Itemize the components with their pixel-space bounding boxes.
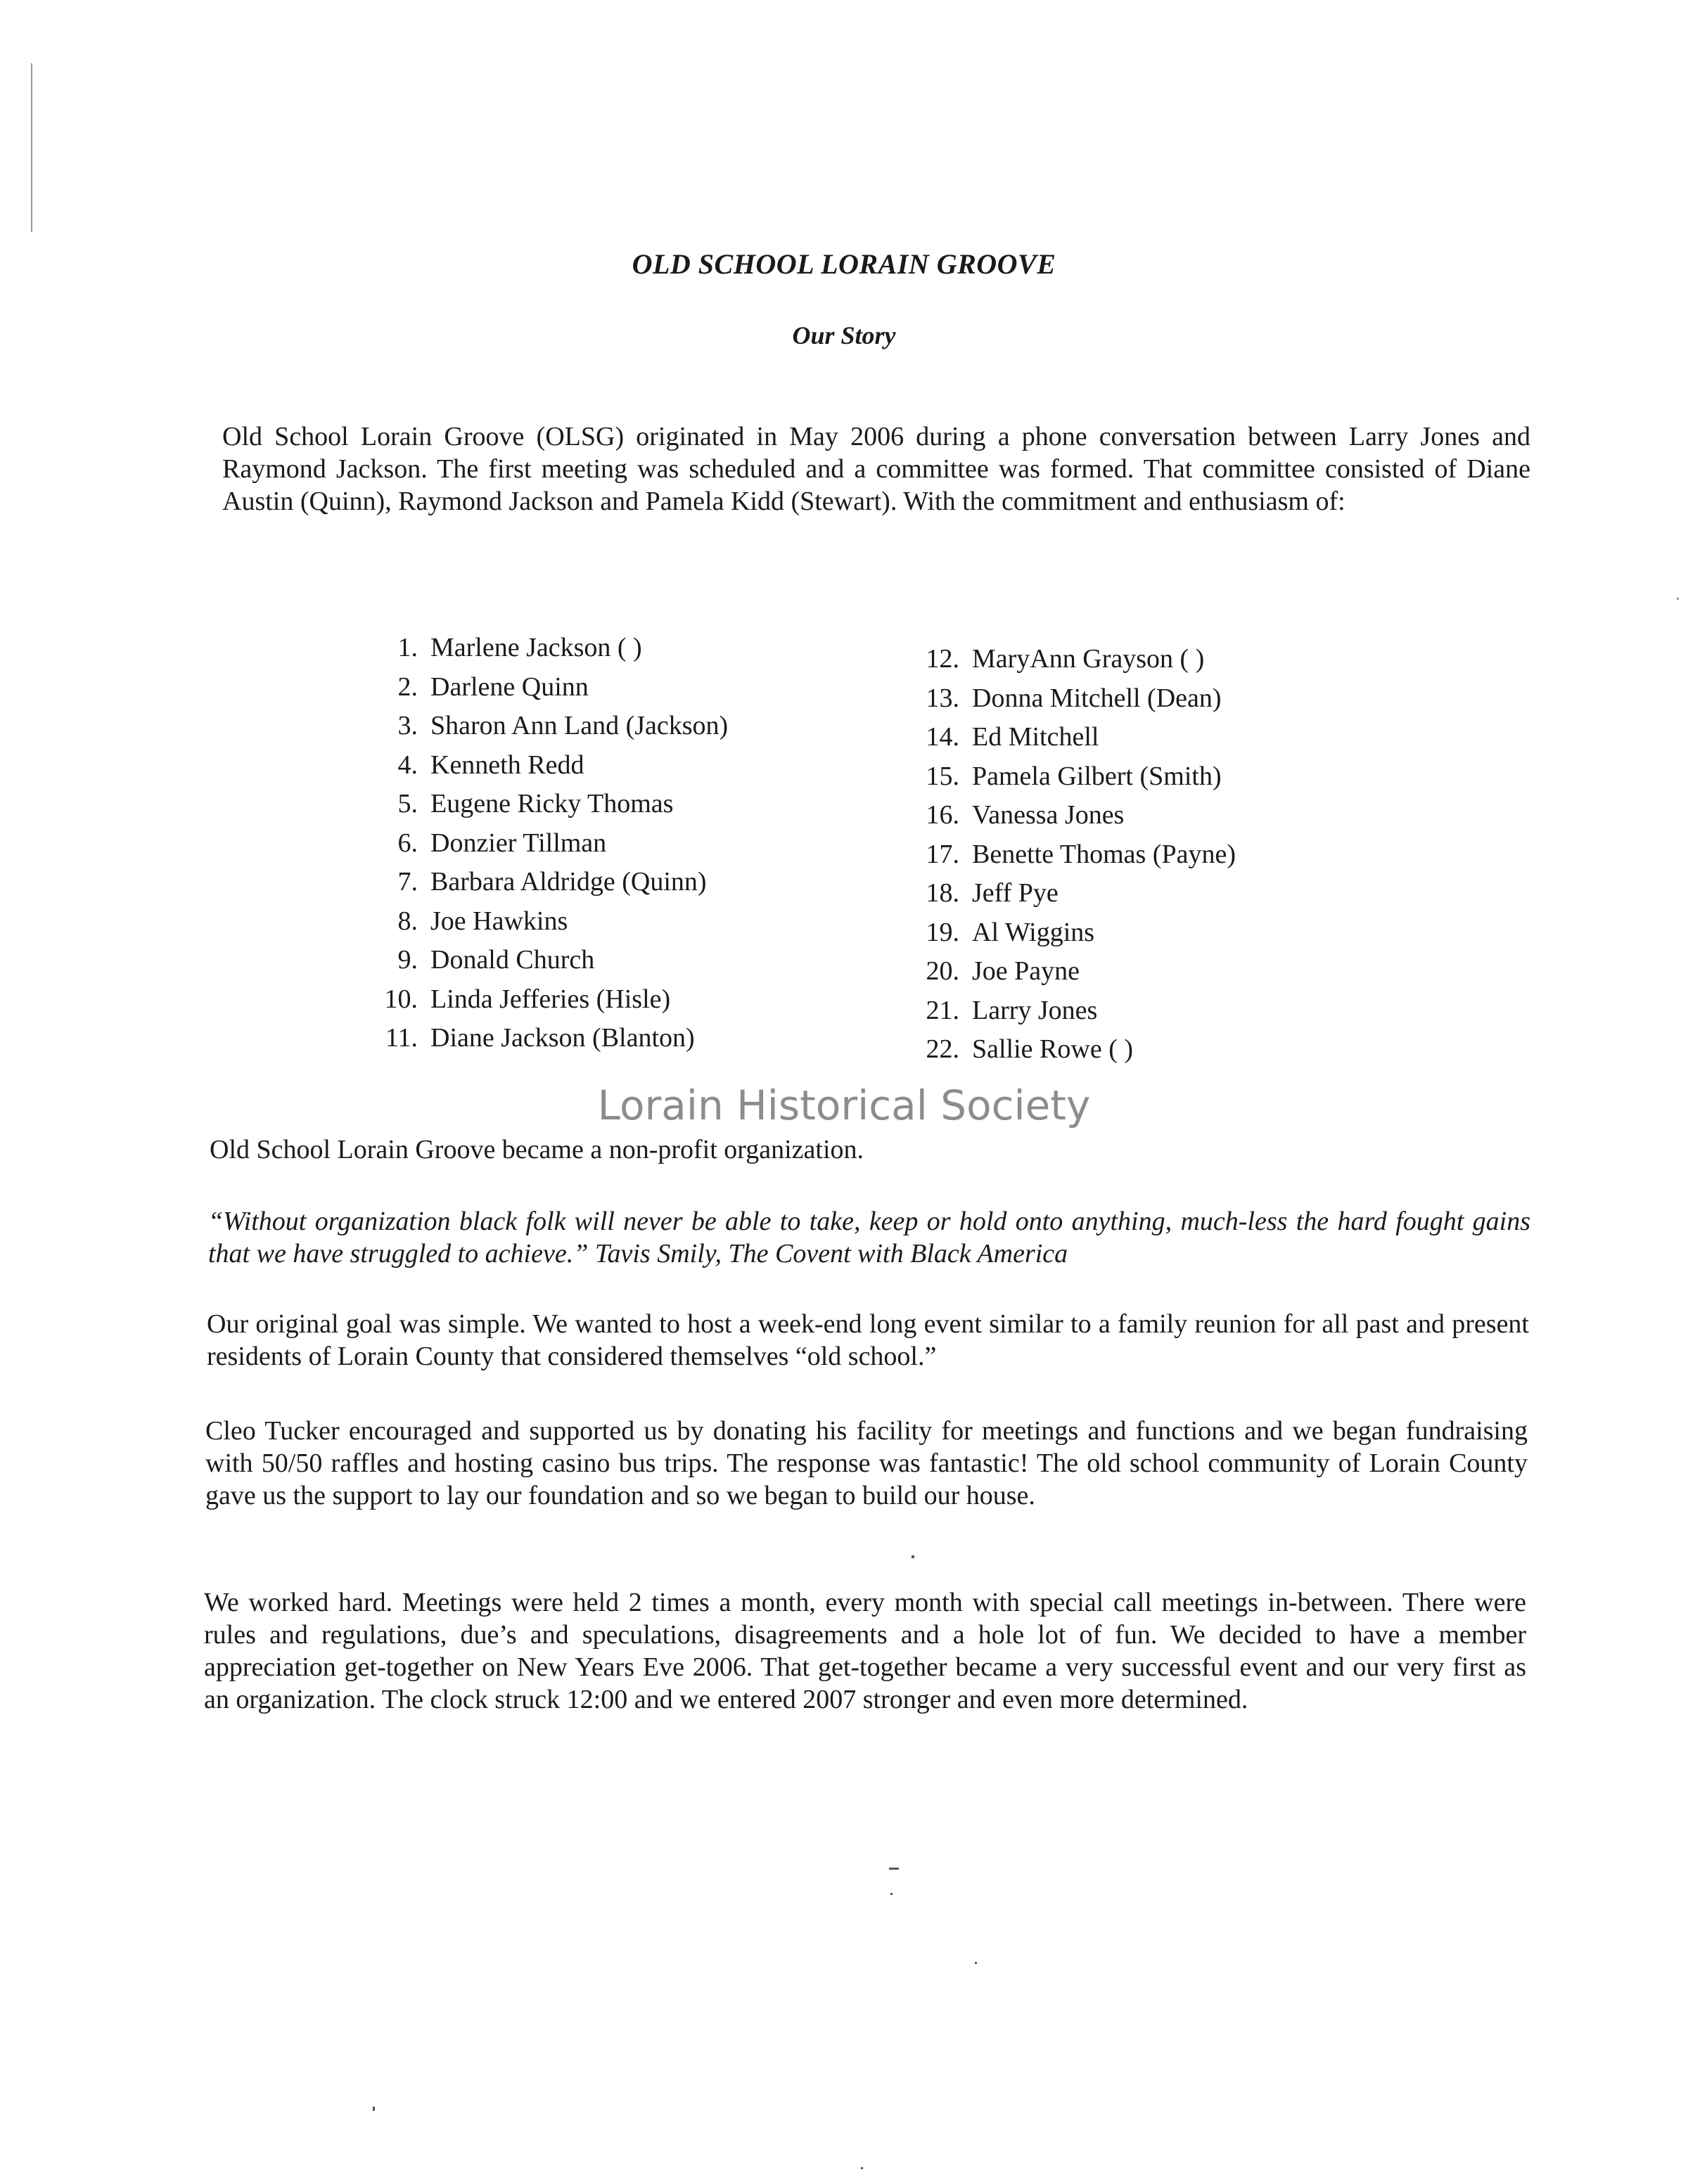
list-item-number: 8. bbox=[397, 906, 418, 936]
scan-speck bbox=[975, 1962, 977, 1964]
list-item-name: Donald Church bbox=[430, 945, 595, 975]
list-item bbox=[378, 668, 728, 707]
scan-speck bbox=[861, 2167, 863, 2169]
list-item-number: 19. bbox=[926, 917, 959, 947]
list-item-number: 4. bbox=[397, 750, 418, 780]
list-item-name: Marlene Jackson ( ) bbox=[430, 633, 642, 662]
list-item-number: 12. bbox=[926, 644, 959, 674]
list-item-name: Larry Jones bbox=[972, 995, 1098, 1025]
list-item-number: 7. bbox=[397, 867, 418, 897]
list-item-name: Diane Jackson (Blanton) bbox=[430, 1023, 695, 1053]
list-item-name: Eugene Ricky Thomas bbox=[430, 789, 674, 818]
member-list-right bbox=[920, 640, 1236, 1069]
list-item-name: Darlene Quinn bbox=[430, 672, 589, 702]
list-item bbox=[920, 874, 1236, 913]
scan-speck bbox=[912, 1555, 914, 1558]
scan-speck bbox=[889, 1868, 899, 1870]
list-item-number: 11. bbox=[385, 1023, 418, 1053]
list-item bbox=[378, 707, 728, 746]
document-subtitle: Our Story bbox=[792, 321, 896, 349]
scan-mark-left-edge bbox=[31, 63, 32, 232]
list-item bbox=[920, 796, 1236, 835]
list-item bbox=[378, 902, 728, 942]
cleo-paragraph: Cleo Tucker encouraged and supported us by donating his facility for meetings and functions and we began fundraising with 50/50 raffles and hosting casino bus trips. The response was fantastic! The old school community of Lorain County gave us the support to lay our foundation and so we began to build our house. bbox=[205, 1416, 1528, 1510]
list-item bbox=[920, 913, 1236, 953]
goal-paragraph: Our original goal was simple. We wanted to host a week-end long event similar to a family reunion for all past and present residents of Lorain County that considered themselves “old school.” bbox=[207, 1309, 1529, 1371]
list-item-number: 3. bbox=[397, 711, 418, 740]
intro-paragraph: Old School Lorain Groove (OLSG) originated in May 2006 during a phone conversation between Larry Jones and Raymond Jackson. The first meeting was scheduled and a committee was formed. That committee consisted of Diane Austin (Quinn), Raymond Jackson and Pamela Kidd (Stewart). With the commitment and enthusiasm of: bbox=[222, 422, 1530, 516]
list-item bbox=[920, 835, 1236, 875]
list-item bbox=[378, 863, 728, 902]
list-item bbox=[378, 1019, 728, 1058]
list-item-number: 16. bbox=[926, 800, 959, 830]
list-item-number: 20. bbox=[926, 956, 959, 986]
list-item bbox=[920, 640, 1236, 679]
list-item-name: Barbara Aldridge (Quinn) bbox=[430, 867, 707, 897]
list-item-name: Sharon Ann Land (Jackson) bbox=[430, 711, 729, 740]
list-item-name: Joe Hawkins bbox=[430, 906, 568, 936]
list-item-number: 1. bbox=[397, 633, 418, 662]
list-item-name: Donna Mitchell (Dean) bbox=[972, 683, 1222, 713]
list-item-number: 14. bbox=[926, 722, 959, 752]
list-item-name: Benette Thomas (Payne) bbox=[972, 839, 1236, 869]
list-item-name: Donzier Tillman bbox=[430, 828, 607, 858]
list-item-name: MaryAnn Grayson ( ) bbox=[972, 644, 1205, 674]
list-item-number: 18. bbox=[926, 878, 959, 908]
list-item-name: Joe Payne bbox=[972, 956, 1080, 986]
list-item-name: Pamela Gilbert (Smith) bbox=[972, 761, 1222, 791]
quote-paragraph: “Without organization black folk will never be able to take, keep or hold onto anything, much-less the hard fought gains that we have struggled to achieve.” Tavis Smily, The Covent with Black America bbox=[208, 1207, 1530, 1268]
list-item bbox=[378, 785, 728, 824]
list-item-number: 5. bbox=[397, 789, 418, 818]
list-item-number: 21. bbox=[926, 995, 959, 1025]
list-item-number: 10. bbox=[384, 984, 418, 1014]
list-item-number: 17. bbox=[926, 839, 959, 869]
list-item-number: 2. bbox=[397, 672, 418, 702]
list-item-name: Linda Jefferies (Hisle) bbox=[430, 984, 671, 1014]
list-item bbox=[378, 746, 728, 785]
list-item-number: 22. bbox=[926, 1034, 959, 1064]
watermark: Lorain Historical Society bbox=[597, 1081, 1091, 1129]
list-item-number: 9. bbox=[397, 945, 418, 975]
list-item bbox=[920, 1030, 1236, 1069]
scan-speck bbox=[890, 1893, 893, 1895]
list-item-name: Sallie Rowe ( ) bbox=[972, 1034, 1134, 1064]
nonprofit-paragraph: Old School Lorain Groove became a non-profit organization. bbox=[210, 1135, 864, 1164]
list-item-name: Ed Mitchell bbox=[972, 722, 1099, 752]
list-item bbox=[378, 824, 728, 863]
list-item-name: Al Wiggins bbox=[972, 917, 1095, 947]
list-item bbox=[378, 941, 728, 980]
list-item bbox=[378, 980, 728, 1020]
list-item bbox=[920, 952, 1236, 991]
list-item-name: Kenneth Redd bbox=[430, 750, 584, 780]
list-item bbox=[920, 718, 1236, 757]
list-item-number: 13. bbox=[926, 683, 959, 713]
document-title: OLD SCHOOL LORAIN GROOVE bbox=[632, 248, 1056, 280]
list-item-number: 15. bbox=[926, 761, 959, 791]
list-item-name: Vanessa Jones bbox=[972, 800, 1125, 830]
member-list-left bbox=[378, 629, 728, 1058]
list-item-number: 6. bbox=[397, 828, 418, 858]
scan-speck bbox=[1677, 598, 1679, 600]
list-item-name: Jeff Pye bbox=[972, 878, 1059, 908]
scan-speck bbox=[373, 2107, 375, 2111]
list-item bbox=[920, 991, 1236, 1031]
list-item bbox=[920, 757, 1236, 797]
worked-paragraph: We worked hard. Meetings were held 2 times a month, every month with special call meetings in-between. There were rules and regulations, due’s and speculations, disagreements and a hole lot of fun. We decided to have a member appreciation get-together on New Years Eve 2006. That get-together became a very successful event and our very first as an organization. The clock struck 12:00 and we entered 2007 stronger and even more determined. bbox=[204, 1588, 1526, 1714]
list-item bbox=[920, 679, 1236, 719]
list-item bbox=[378, 629, 728, 668]
